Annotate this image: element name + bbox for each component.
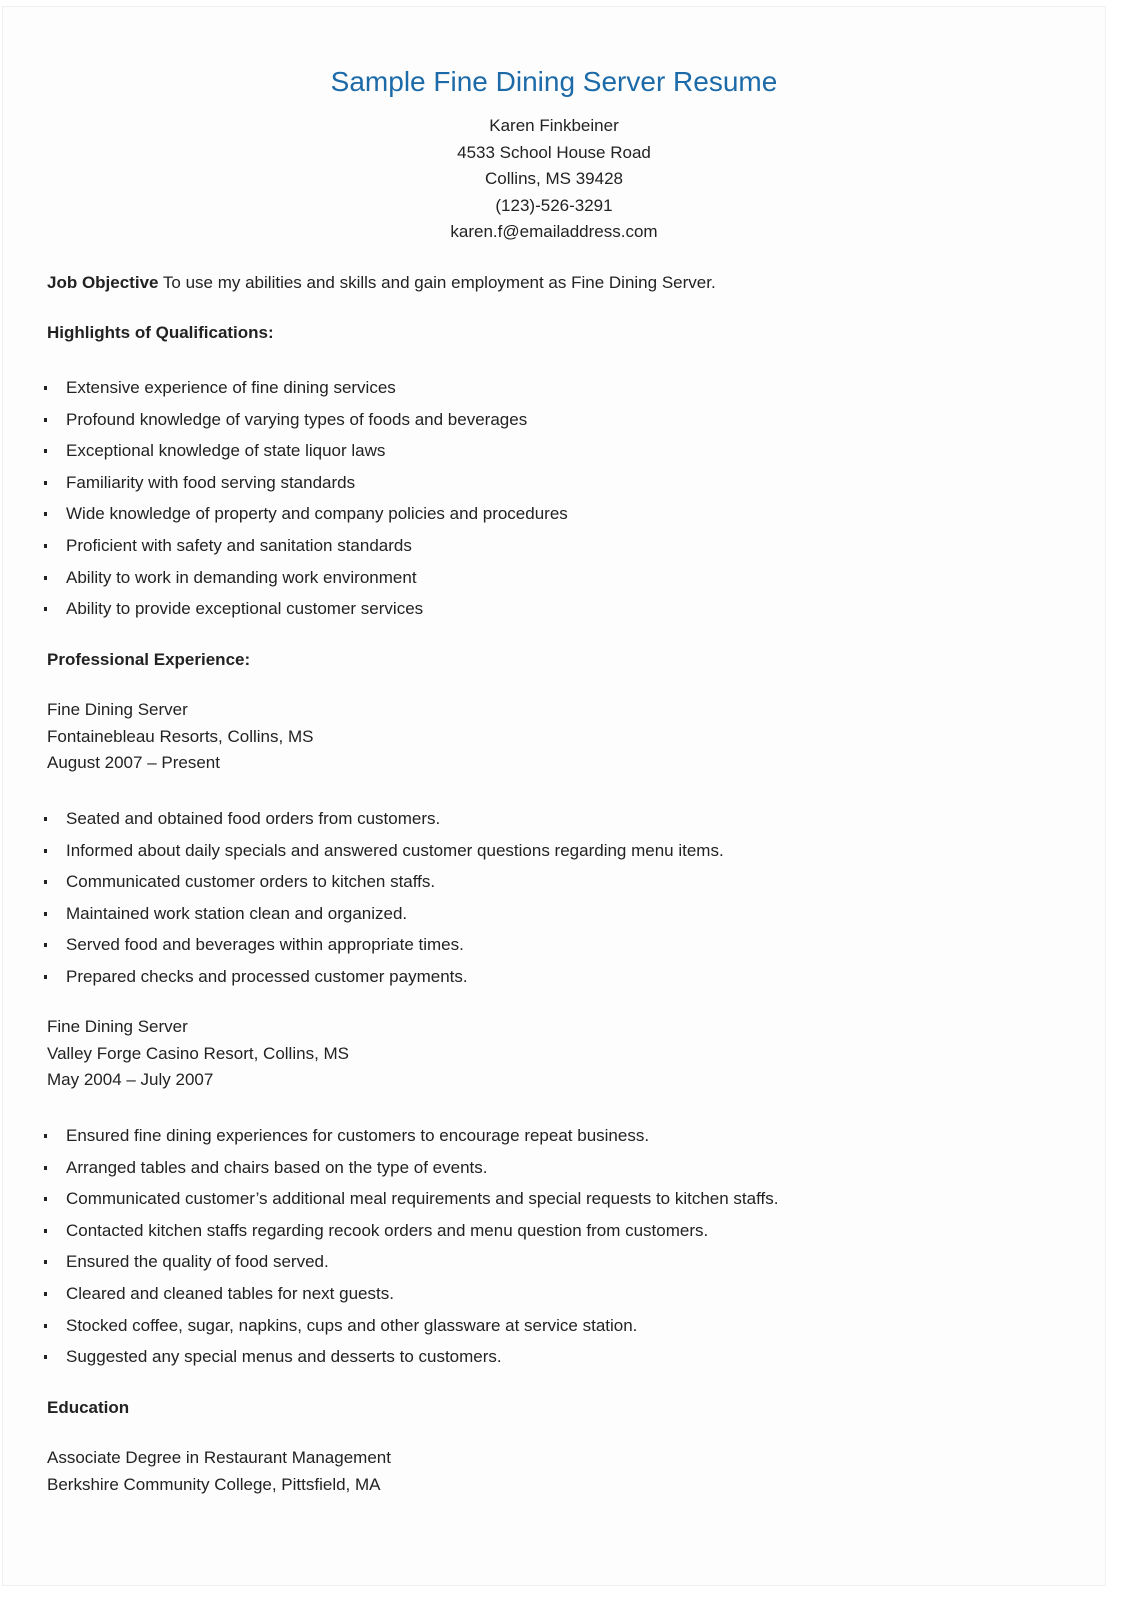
job-2-header [47, 1014, 349, 1094]
list-item [44, 1341, 778, 1373]
list-item-text: Maintained work station clean and organized. [66, 903, 408, 923]
list-item [44, 372, 568, 404]
list-item-text: Extensive experience of fine dining services [66, 378, 396, 397]
list-item [44, 467, 568, 499]
list-item [44, 498, 568, 530]
contact-address: 4533 School House Road [457, 142, 651, 162]
list-item-text: Wide knowledge of property and company policies and procedures [66, 504, 568, 524]
list-item-text: Communicated customer orders to kitchen staffs. [66, 872, 436, 892]
education-heading: Education [47, 1398, 130, 1417]
list-item [44, 435, 568, 467]
education-school: Berkshire Community College, Pittsfield, MA [47, 1474, 381, 1494]
contact-email: karen.f@emailaddress.com [450, 222, 658, 242]
experience-heading: Professional Experience: [47, 650, 251, 669]
job-1-company: Fontainebleau Resorts, Collins, MS [47, 726, 314, 746]
bullet-icon [44, 1355, 47, 1359]
resume-title: Sample Fine Dining Server Resume [330, 66, 778, 97]
list-item-text: Communicated customer’s additional meal requirements and special requests to kitchen staffs. [66, 1189, 779, 1209]
job-2-company: Valley Forge Casino Resort, Collins, MS [47, 1043, 350, 1063]
list-item-text: Ability to work in demanding work environment [66, 567, 417, 587]
bullet-icon [44, 943, 47, 947]
list-item [44, 1183, 778, 1215]
list-item-text: Suggested any special menus and desserts to customers. [66, 1347, 502, 1367]
list-item-text: Contacted kitchen staffs regarding recook orders and menu question from customers. [66, 1220, 709, 1240]
bullet-icon [44, 1166, 47, 1170]
bullet-icon [44, 1197, 47, 1201]
job-objective-text: To use my abilities and skills and gain employment as Fine Dining Server. [162, 273, 716, 292]
job-2-dates: May 2004 – July 2007 [47, 1070, 214, 1090]
bullet-icon [44, 1292, 47, 1296]
list-item [44, 593, 568, 625]
list-item [44, 1246, 778, 1278]
education-block [47, 1445, 391, 1498]
list-item [44, 562, 568, 594]
list-item [44, 866, 724, 898]
bullet-icon [44, 512, 47, 516]
bullet-icon [44, 449, 47, 453]
contact-name: Karen Finkbeiner [489, 116, 619, 135]
list-item [44, 1278, 778, 1310]
contact-city: Collins, MS 39428 [485, 169, 623, 189]
job-1-duties [44, 803, 724, 993]
list-item-text: Familiarity with food serving standards [66, 472, 356, 492]
list-item-text: Ensured fine dining experiences for customers to encourage repeat business. [66, 1126, 650, 1145]
bullet-icon [44, 912, 47, 916]
bullet-icon [44, 544, 47, 548]
bullet-icon [44, 418, 47, 422]
job-1-title: Fine Dining Server [47, 700, 188, 719]
list-item-text: Ability to provide exceptional customer services [66, 599, 424, 619]
bullet-icon [44, 1229, 47, 1233]
list-item-text: Stocked coffee, sugar, napkins, cups and other glassware at service station. [66, 1315, 638, 1335]
bullet-icon [44, 1260, 47, 1264]
list-item-text: Cleared and cleaned tables for next guests. [66, 1283, 394, 1303]
contact-phone: (123)-526-3291 [495, 195, 613, 215]
job-objective-label: Job Objective [47, 273, 159, 292]
bullet-icon [44, 607, 47, 611]
list-item-text: Arranged tables and chairs based on the type of events. [66, 1157, 488, 1177]
list-item [44, 898, 724, 930]
education-degree: Associate Degree in Restaurant Management [47, 1448, 391, 1467]
list-item-text: Seated and obtained food orders from customers. [66, 809, 441, 828]
list-item [44, 1310, 778, 1342]
list-item [44, 835, 724, 867]
bullet-icon [44, 975, 47, 979]
list-item [44, 404, 568, 436]
bullet-icon [44, 880, 47, 884]
job-1-header [47, 697, 313, 777]
list-item [44, 929, 724, 961]
bullet-icon [44, 1134, 47, 1138]
bullet-icon [44, 481, 47, 485]
bullet-icon [44, 386, 47, 390]
list-item [44, 961, 724, 993]
list-item-text: Ensured the quality of food served. [66, 1252, 329, 1272]
list-item-text: Proficient with safety and sanitation standards [66, 535, 412, 555]
list-item-text: Informed about daily specials and answered customer questions regarding menu items. [66, 840, 724, 860]
list-item-text: Prepared checks and processed customer payments. [66, 966, 468, 986]
contact-block [0, 113, 1108, 246]
list-item [44, 803, 724, 835]
list-item [44, 1120, 778, 1152]
bullet-icon [44, 817, 47, 821]
list-item-text: Profound knowledge of varying types of foods and beverages [66, 409, 528, 429]
highlights-list [44, 372, 568, 625]
job-objective [47, 270, 716, 297]
job-1-dates: August 2007 – Present [47, 753, 220, 773]
highlights-heading: Highlights of Qualifications: [47, 323, 274, 342]
bullet-icon [44, 1324, 47, 1328]
job-2-title: Fine Dining Server [47, 1017, 188, 1036]
list-item [44, 530, 568, 562]
list-item-text: Served food and beverages within appropriate times. [66, 935, 464, 955]
list-item [44, 1215, 778, 1247]
list-item-text: Exceptional knowledge of state liquor laws [66, 441, 386, 461]
list-item [44, 1152, 778, 1184]
job-2-duties [44, 1120, 778, 1373]
bullet-icon [44, 576, 47, 580]
bullet-icon [44, 849, 47, 853]
